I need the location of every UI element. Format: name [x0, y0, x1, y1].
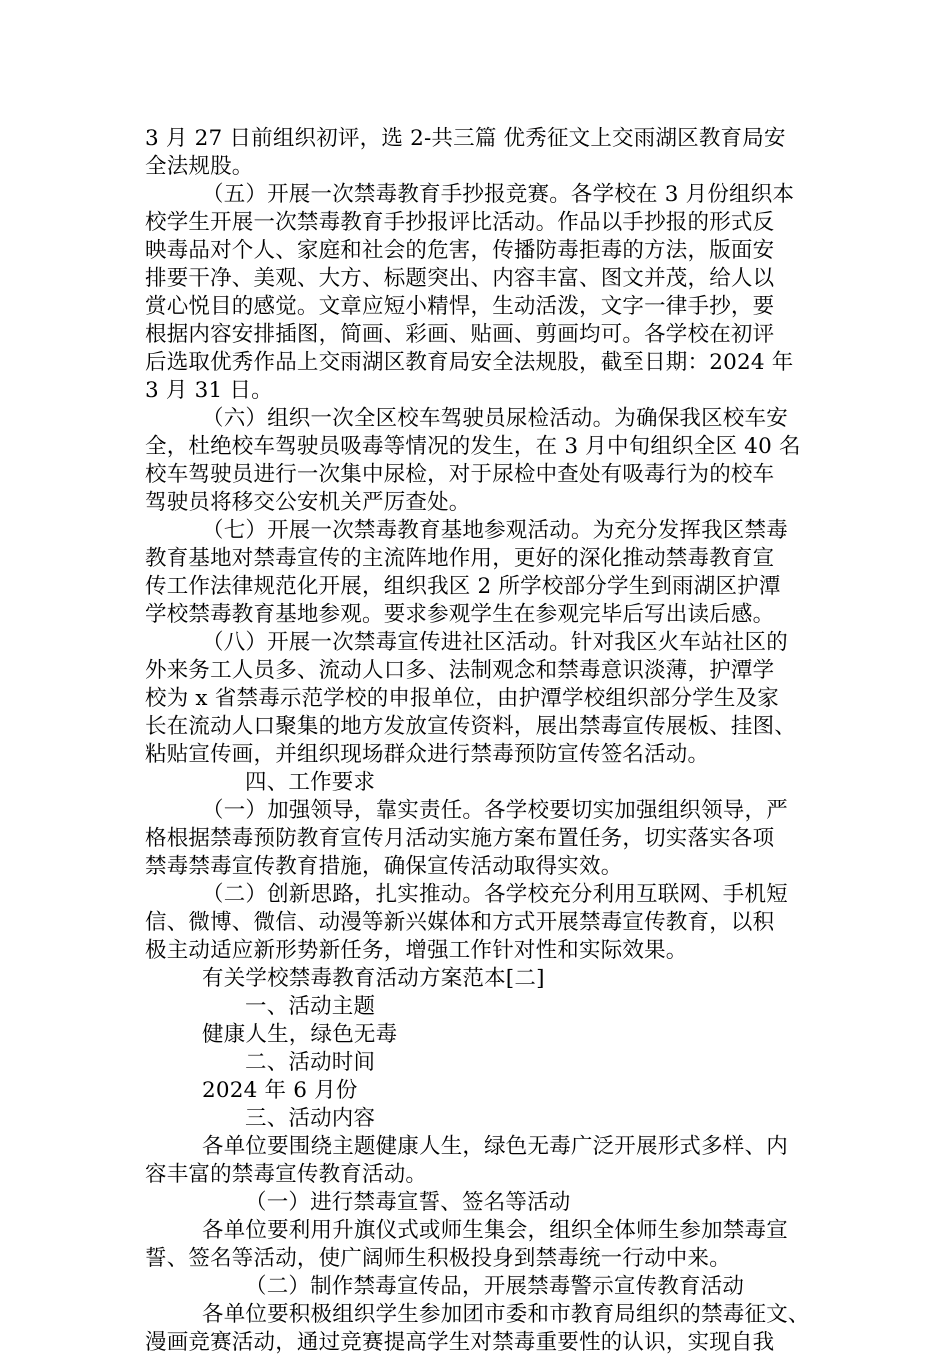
text-line: 禁毒禁毒宣传教育措施，确保宣传活动取得实效。: [145, 854, 623, 879]
document-subtitle: 有关学校禁毒教育活动方案范本[二]: [202, 966, 545, 991]
section-heading: 四、工作要求: [245, 770, 376, 795]
text-line: 长在流动人口聚集的地方发放宣传资料，展出禁毒宣传展板、挂图、: [145, 714, 797, 739]
text-line: （五）开展一次禁毒教育手抄报竞赛。各学校在 3 月份组织本: [202, 182, 795, 207]
text-line: 3 月 31 日。: [145, 378, 273, 403]
text-line: 映毒品对个人、家庭和社会的危害，传播防毒拒毒的方法，版面安: [145, 238, 775, 263]
text-line: 信、微博、微信、动漫等新兴媒体和方式开展禁毒宣传教育，以积: [145, 910, 775, 935]
text-line: 极主动适应新形势新任务，增强工作针对性和实际效果。: [145, 938, 688, 963]
text-line: 漫画竞赛活动，通过竞赛提高学生对禁毒重要性的认识，实现自我: [145, 1330, 775, 1355]
text-line: 健康人生，绿色无毒: [202, 1022, 398, 1047]
text-line: 各单位要围绕主题健康人生，绿色无毒广泛开展形式多样、内: [202, 1134, 788, 1159]
text-line: （八）开展一次禁毒宣传进社区活动。针对我区火车站社区的: [202, 630, 788, 655]
text-line: 全，杜绝校车驾驶员吸毒等情况的发生，在 3 月中旬组织全区 40 名: [145, 434, 801, 459]
text-line: 传工作法律规范化开展，组织我区 2 所学校部分学生到雨湖区护潭: [145, 574, 781, 599]
text-line: 排要干净、美观、大方、标题突出、内容丰富、图文并茂，给人以: [145, 266, 775, 291]
text-line: （六）组织一次全区校车驾驶员尿检活动。为确保我区校车安: [202, 406, 788, 431]
text-line: 全法规股。: [145, 154, 254, 179]
text-line: 格根据禁毒预防教育宣传月活动实施方案布置任务，切实落实各项: [145, 826, 775, 851]
text-line: （七）开展一次禁毒教育基地参观活动。为充分发挥我区禁毒: [202, 518, 788, 543]
section-heading: 二、活动时间: [245, 1050, 376, 1075]
text-line: 外来务工人员多、流动人口多、法制观念和禁毒意识淡薄，护潭学: [145, 658, 775, 683]
text-line: 根据内容安排插图，简画、彩画、贴画、剪画均可。各学校在初评: [145, 322, 775, 347]
text-line: 学校禁毒教育基地参观。要求参观学生在参观完毕后写出读后感。: [145, 602, 775, 627]
text-line: 粘贴宣传画，并组织现场群众进行禁毒预防宣传签名活动。: [145, 742, 710, 767]
section-heading: 一、活动主题: [245, 994, 376, 1019]
text-line: 誓、签名等活动，使广阔师生积极投身到禁毒统一行动中来。: [145, 1246, 731, 1271]
text-line: 校为 x 省禁毒示范学校的申报单位，由护潭学校组织部分学生及家: [145, 686, 779, 711]
section-heading: 三、活动内容: [245, 1106, 376, 1131]
text-line: （一）加强领导，靠实责任。各学校要切实加强组织领导，严: [202, 798, 788, 823]
text-line: 后选取优秀作品上交雨湖区教育局安全法规股，截至日期：2024 年: [145, 350, 794, 375]
text-line: 驾驶员将移交公安机关严厉查处。: [145, 490, 471, 515]
text-line: 校车驾驶员进行一次集中尿检，对于尿检中查处有吸毒行为的校车: [145, 462, 775, 487]
sub-heading: （二）制作禁毒宣传品，开展禁毒警示宣传教育活动: [245, 1274, 745, 1299]
text-line: 校学生开展一次禁毒教育手抄报评比活动。作品以手抄报的形式反: [145, 210, 775, 235]
text-line: （二）创新思路，扎实推动。各学校充分利用互联网、手机短: [202, 882, 788, 907]
text-line: 3 月 27 日前组织初评，选 2-共三篇 优秀征文上交雨湖区教育局安: [145, 126, 786, 151]
text-line: 各单位要积极组织学生参加团市委和市教育局组织的禁毒征文、: [202, 1302, 810, 1327]
text-line: 容丰富的禁毒宣传教育活动。: [145, 1162, 428, 1187]
sub-heading: （一）进行禁毒宣誓、签名等活动: [245, 1190, 571, 1215]
text-line: 2024 年 6 月份: [202, 1078, 358, 1103]
text-line: 赏心悦目的感觉。文章应短小精悍，生动活泼，文字一律手抄，要: [145, 294, 775, 319]
text-line: 各单位要利用升旗仪式或师生集会，组织全体师生参加禁毒宣: [202, 1218, 788, 1243]
text-line: 教育基地对禁毒宣传的主流阵地作用，更好的深化推动禁毒教育宣: [145, 546, 775, 571]
